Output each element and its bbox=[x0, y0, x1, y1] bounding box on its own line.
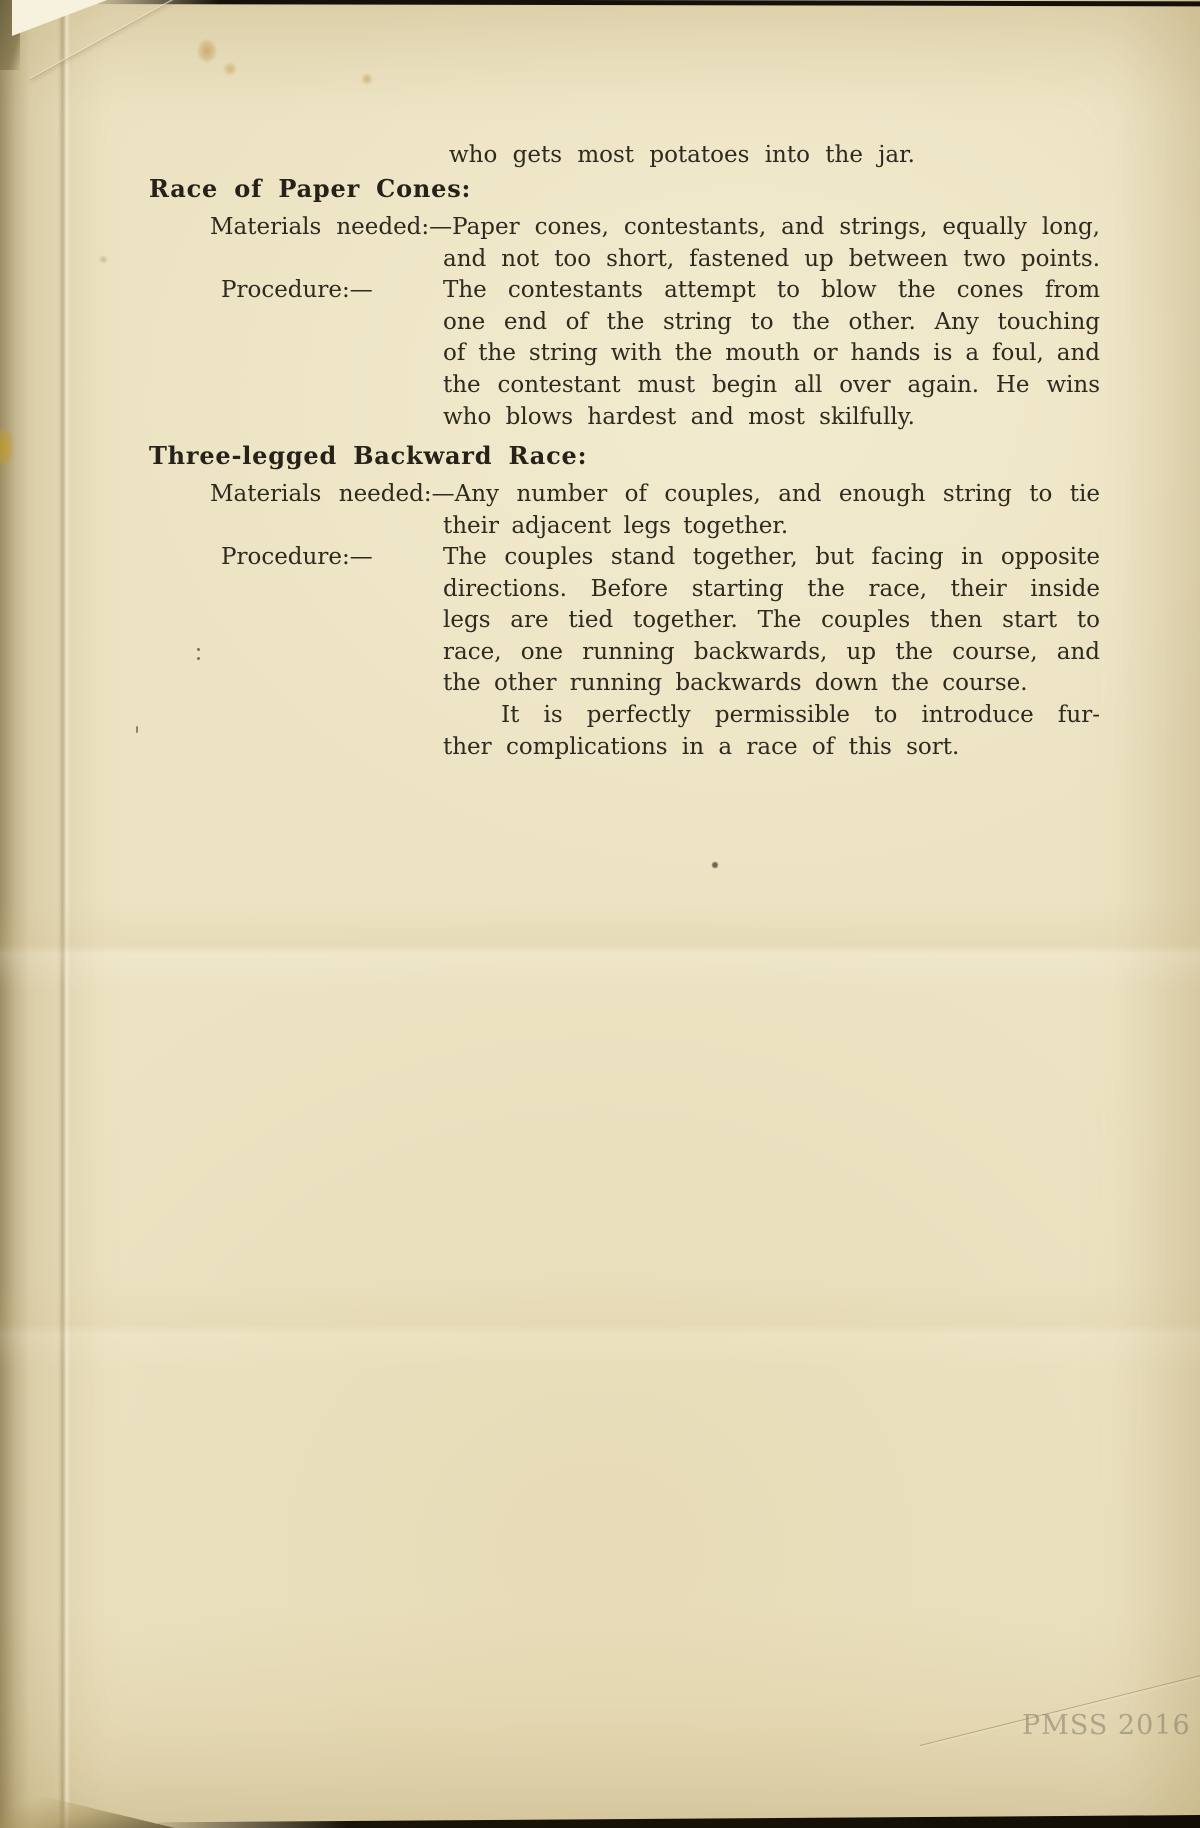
materials-label: Materials needed:— bbox=[210, 214, 453, 240]
materials-line: their adjacent legs together. bbox=[443, 513, 789, 539]
procedure-line: the contestant must begin all over again. He wins bbox=[443, 372, 1100, 398]
continuation-line: who gets most potatoes into the jar. bbox=[449, 142, 915, 168]
wrinkle bbox=[0, 1280, 1200, 1370]
procedure-label: Procedure:— bbox=[221, 544, 373, 570]
page-edge-bottom bbox=[158, 1815, 1200, 1828]
procedure-line: who blows hardest and most skilfully. bbox=[443, 404, 915, 430]
materials-line bbox=[210, 479, 1100, 510]
watermark: PMSS 2016 bbox=[1022, 1710, 1191, 1741]
procedure-line: It is perfectly permissible to introduce fur- bbox=[501, 702, 1100, 728]
procedure-line: ther complications in a race of this sort. bbox=[443, 734, 960, 760]
procedure-line: race, one running backwards, up the course, and bbox=[443, 639, 1100, 665]
materials-line bbox=[210, 212, 1100, 243]
section-heading: Race of Paper Cones: bbox=[149, 174, 472, 203]
stain bbox=[712, 862, 718, 868]
procedure-line: one end of the string to the other. Any touching bbox=[443, 309, 1100, 335]
stain bbox=[198, 40, 216, 62]
wrinkle bbox=[0, 900, 1200, 990]
procedure-text: The contestants attempt to blow the cones from bbox=[443, 277, 1100, 303]
procedure-line bbox=[221, 542, 1100, 573]
materials-label: Materials needed:— bbox=[210, 481, 455, 507]
procedure-line: of the string with the mouth or hands is a foul, and bbox=[443, 340, 1100, 366]
materials-line: and not too short, fastened up between two points. bbox=[443, 246, 1100, 272]
procedure-label: Procedure:— bbox=[221, 277, 373, 303]
stain bbox=[100, 256, 107, 263]
procedure-line: directions. Before starting the race, their inside bbox=[443, 576, 1100, 602]
stray-mark bbox=[136, 726, 138, 733]
page-edge-top bbox=[86, 0, 1200, 6]
stain bbox=[224, 63, 236, 75]
section-heading: Three-legged Backward Race: bbox=[149, 441, 588, 470]
materials-text: Paper cones, contestants, and strings, equally long, bbox=[452, 214, 1100, 240]
procedure-text: The couples stand together, but facing in opposite bbox=[443, 544, 1100, 570]
stain bbox=[362, 74, 372, 84]
stray-mark bbox=[197, 648, 200, 651]
binding-edge bbox=[0, 0, 30, 1828]
procedure-line: the other running backwards down the course. bbox=[443, 670, 1028, 696]
materials-text: Any number of couples, and enough string to tie bbox=[454, 481, 1100, 507]
procedure-line: legs are tied together. The couples then start to bbox=[443, 607, 1100, 633]
procedure-line bbox=[221, 275, 1100, 306]
spine-crease bbox=[58, 0, 70, 1828]
